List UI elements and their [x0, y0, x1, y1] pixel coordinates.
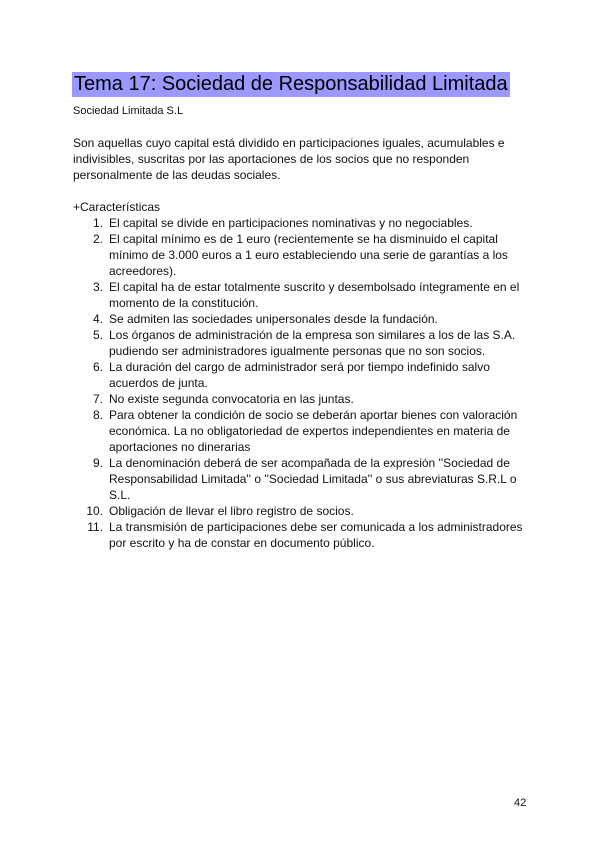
subtitle: Sociedad Limitada S.L — [73, 105, 184, 117]
list-item-number: 11. — [87, 520, 103, 534]
list-item-text: No existe segunda convocatoria en las juntas. — [109, 392, 354, 406]
intro-paragraph: Son aquellas cuyo capital está dividido en participaciones iguales, acumulables e indivisibles, suscritas por las aportaciones de los socios que no responden personalmente de las deudas sociales. — [73, 136, 505, 182]
list-item-number: 8. — [92, 408, 103, 422]
list-item — [73, 279, 533, 311]
list-item — [73, 215, 533, 231]
list-item — [73, 407, 533, 455]
list-item-text: La duración del cargo de administrador será por tiempo indefinido salvo acuerdos de junta. — [109, 360, 490, 390]
list-item-text: El capital mínimo es de 1 euro (recientemente se ha disminuido el capital mínimo de 3.000 euros a 1 euro estableciendo una serie de garantías a los acreedores). — [109, 232, 508, 278]
list-item-text: Para obtener la condición de socio se deberán aportar bienes con valoración económica. La no obligatoriedad de expertos independientes en materia de aportaciones no dinerarias — [109, 408, 518, 454]
list-item — [73, 519, 533, 551]
list-item-number: 10. — [86, 504, 103, 518]
list-item — [73, 391, 533, 407]
list-item — [73, 231, 533, 279]
section-heading: +Características — [73, 200, 161, 214]
list-item — [73, 359, 533, 391]
list-item-number: 4. — [92, 312, 103, 326]
features-list — [73, 215, 533, 551]
list-item — [73, 327, 533, 359]
list-item-text: Se admiten las sociedades unipersonales desde la fundación. — [109, 312, 438, 326]
list-item-number: 7. — [92, 392, 103, 406]
list-item — [73, 503, 533, 519]
list-item-number: 3. — [92, 280, 103, 294]
list-item — [73, 311, 533, 327]
page-title: Tema 17: Sociedad de Responsabilidad Limitada — [74, 73, 508, 95]
list-item-number: 9. — [92, 456, 103, 470]
list-item-number: 2. — [92, 232, 103, 246]
list-item-number: 5. — [92, 328, 103, 342]
list-item-text: La transmisión de participaciones debe ser comunicada a los administradores por escrito y ha de constar en documento público. — [109, 520, 523, 550]
page-number: 42 — [514, 797, 527, 809]
list-item-number: 1. — [92, 216, 103, 230]
list-item-text: Los órganos de administración de la empresa son similares a los de las S.A. pudiendo ser administradores igualmente personas que no son socios. — [109, 328, 516, 358]
list-item-text: El capital se divide en participaciones nominativas y no negociables. — [109, 216, 473, 230]
list-item — [73, 455, 533, 503]
list-item-text: La denominación deberá de ser acompañada de la expresión ''Sociedad de Responsabilidad Limitada'' o ''Sociedad Limitada'' o sus abreviaturas S.R.L o S.L. — [109, 456, 517, 502]
list-item-text: El capital ha de estar totalmente suscrito y desembolsado íntegramente en el momento de la constitución. — [109, 280, 520, 310]
list-item-text: Obligación de llevar el libro registro de socios. — [109, 504, 354, 518]
list-item-number: 6. — [92, 360, 103, 374]
